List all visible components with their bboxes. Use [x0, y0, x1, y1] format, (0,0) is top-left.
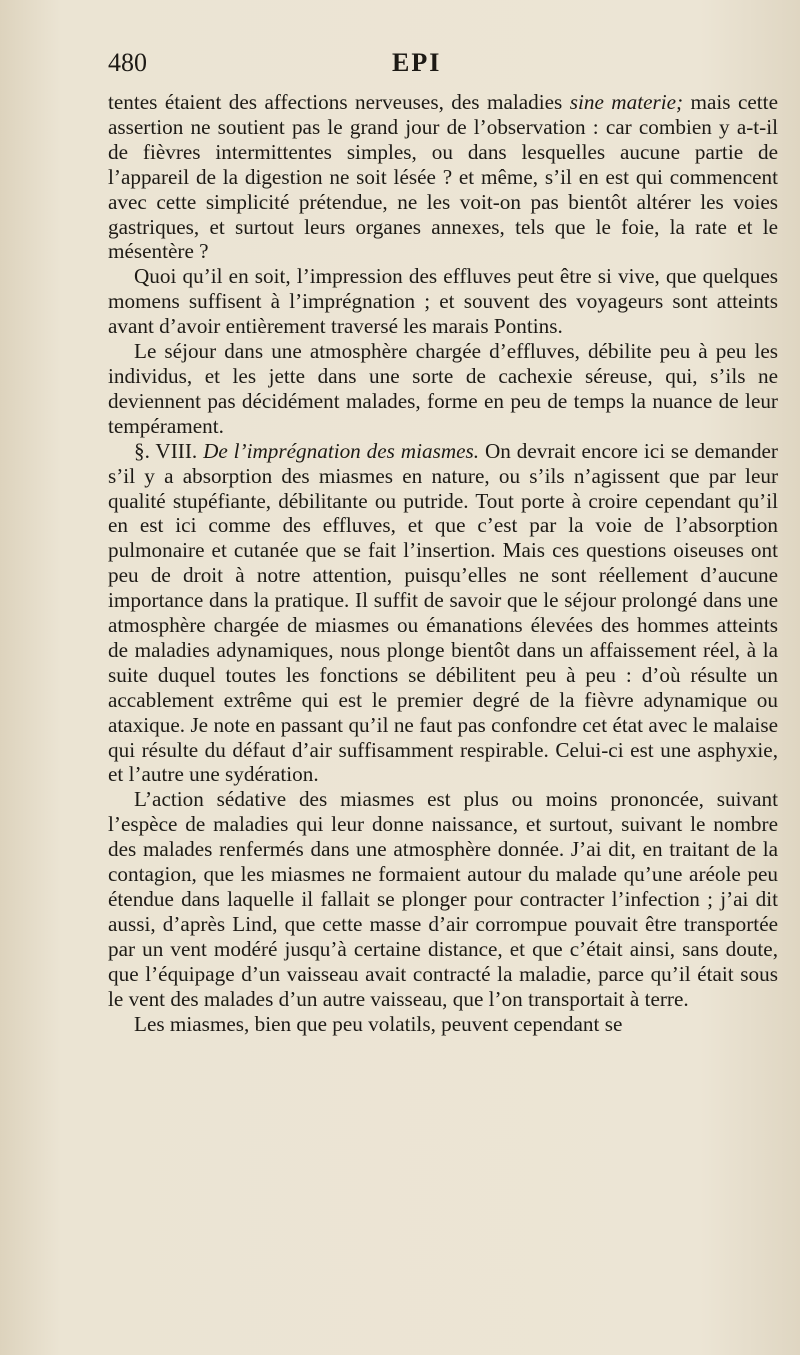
paragraph: [108, 264, 778, 339]
text-segment: Le séjour dans une atmosphère chargée d’effluves, débilite peu à peu les individus, et les jette dans une sorte de cachexie séreuse, qui, s’ils ne deviennent pas décidément malades, forme en peu de temps la nuance de leur tempérament.: [108, 339, 778, 438]
text-segment: On devrait encore ici se demander s’il y a absorption des miasmes en nature, ou s’ils n’agissent que par leur qualité stupéfiante, débilitante ou putride. Tout porte à croire cependant qu’il en est ici comme des effluves, et que c’est par la voie de l’absorption pulmonaire et cutanée que se fait l’insertion. Mais ces questions oiseuses ont peu de droit à notre attention, puisqu’elles ne sont réellement d’aucune importance dans la pratique. Il suffit de savoir que le séjour prolongé dans une atmosphère chargée de miasmes ou émanations élevées des hommes atteints de maladies adynamiques, nous plonge bientôt dans un affaissement réel, à la suite duquel toutes les fonctions se débilitent peu à peu : d’où résulte un accablement extrême qui est le premier degré de la fièvre adynamique ou ataxique. Je note en passant qu’il ne faut pas confondre cet état avec le malaise qui résulte du défaut d’air suffisamment respirable. Celui-ci est une asphyxie, et l’autre une sydération.: [108, 438, 778, 787]
page-number: 480: [108, 48, 147, 77]
italic-text-segment: De l’imprégnation des miasmes.: [203, 438, 480, 463]
text-segment: tentes étaient des affections nerveuses, des maladies: [108, 90, 570, 114]
text-segment: Les miasmes, bien que peu volatils, peuvent cependant se: [134, 1011, 623, 1036]
text-segment: §. VIII.: [134, 438, 204, 463]
paragraph: [108, 439, 778, 788]
italic-text-segment: sine materie;: [569, 90, 684, 114]
paragraph: [108, 787, 778, 1011]
paragraph: [108, 339, 778, 439]
text-segment: Quoi qu’il en soit, l’impression des effluves peut être si vive, que quelques momens suffisent à l’imprégnation ; et souvent des voyageurs sont atteints avant d’avoir entièrement traversé les marais Pontins.: [108, 264, 778, 339]
paragraph: [108, 90, 778, 264]
body-text: [108, 90, 778, 1036]
text-segment: mais cette assertion ne soutient pas le grand jour de l’observation : car combien y a-t-il de fièvres intermittentes simples, ou dans lesquelles aucune partie de l’appareil de la digestion ne soit lésée ? et même, s’il en est qui commencent avec cette simplicité prétendue, ne les voit-on pas bientôt altérer les voies gastriques, et surtout leurs organes annexes, tels que le foie, la rate et le mésentère ?: [108, 90, 778, 264]
running-head: EPI: [392, 48, 442, 77]
page-header: [108, 48, 770, 90]
paragraph: [108, 1012, 778, 1037]
text-segment: L’action sédative des miasmes est plus ou moins prononcée, suivant l’espèce de maladies qui leur donne naissance, et surtout, suivant le nombre des malades renfermés dans une atmosphère donnée. J’ai dit, en traitant de la contagion, que les miasmes ne formaient autour du malade qu’une aréole peu étendue dans laquelle il fallait se plonger pour contracter l’infection ; j’ai dit aussi, d’après Lind, que cette masse d’air corrompue pouvait être transportée par un vent modéré jusqu’à certaine distance, et que c’était ainsi, sans doute, que l’équipage d’un vaisseau avait contracté la maladie, parce qu’il était sous le vent des malades d’un autre vaisseau, que l’on transportait à terre.: [108, 787, 778, 1011]
